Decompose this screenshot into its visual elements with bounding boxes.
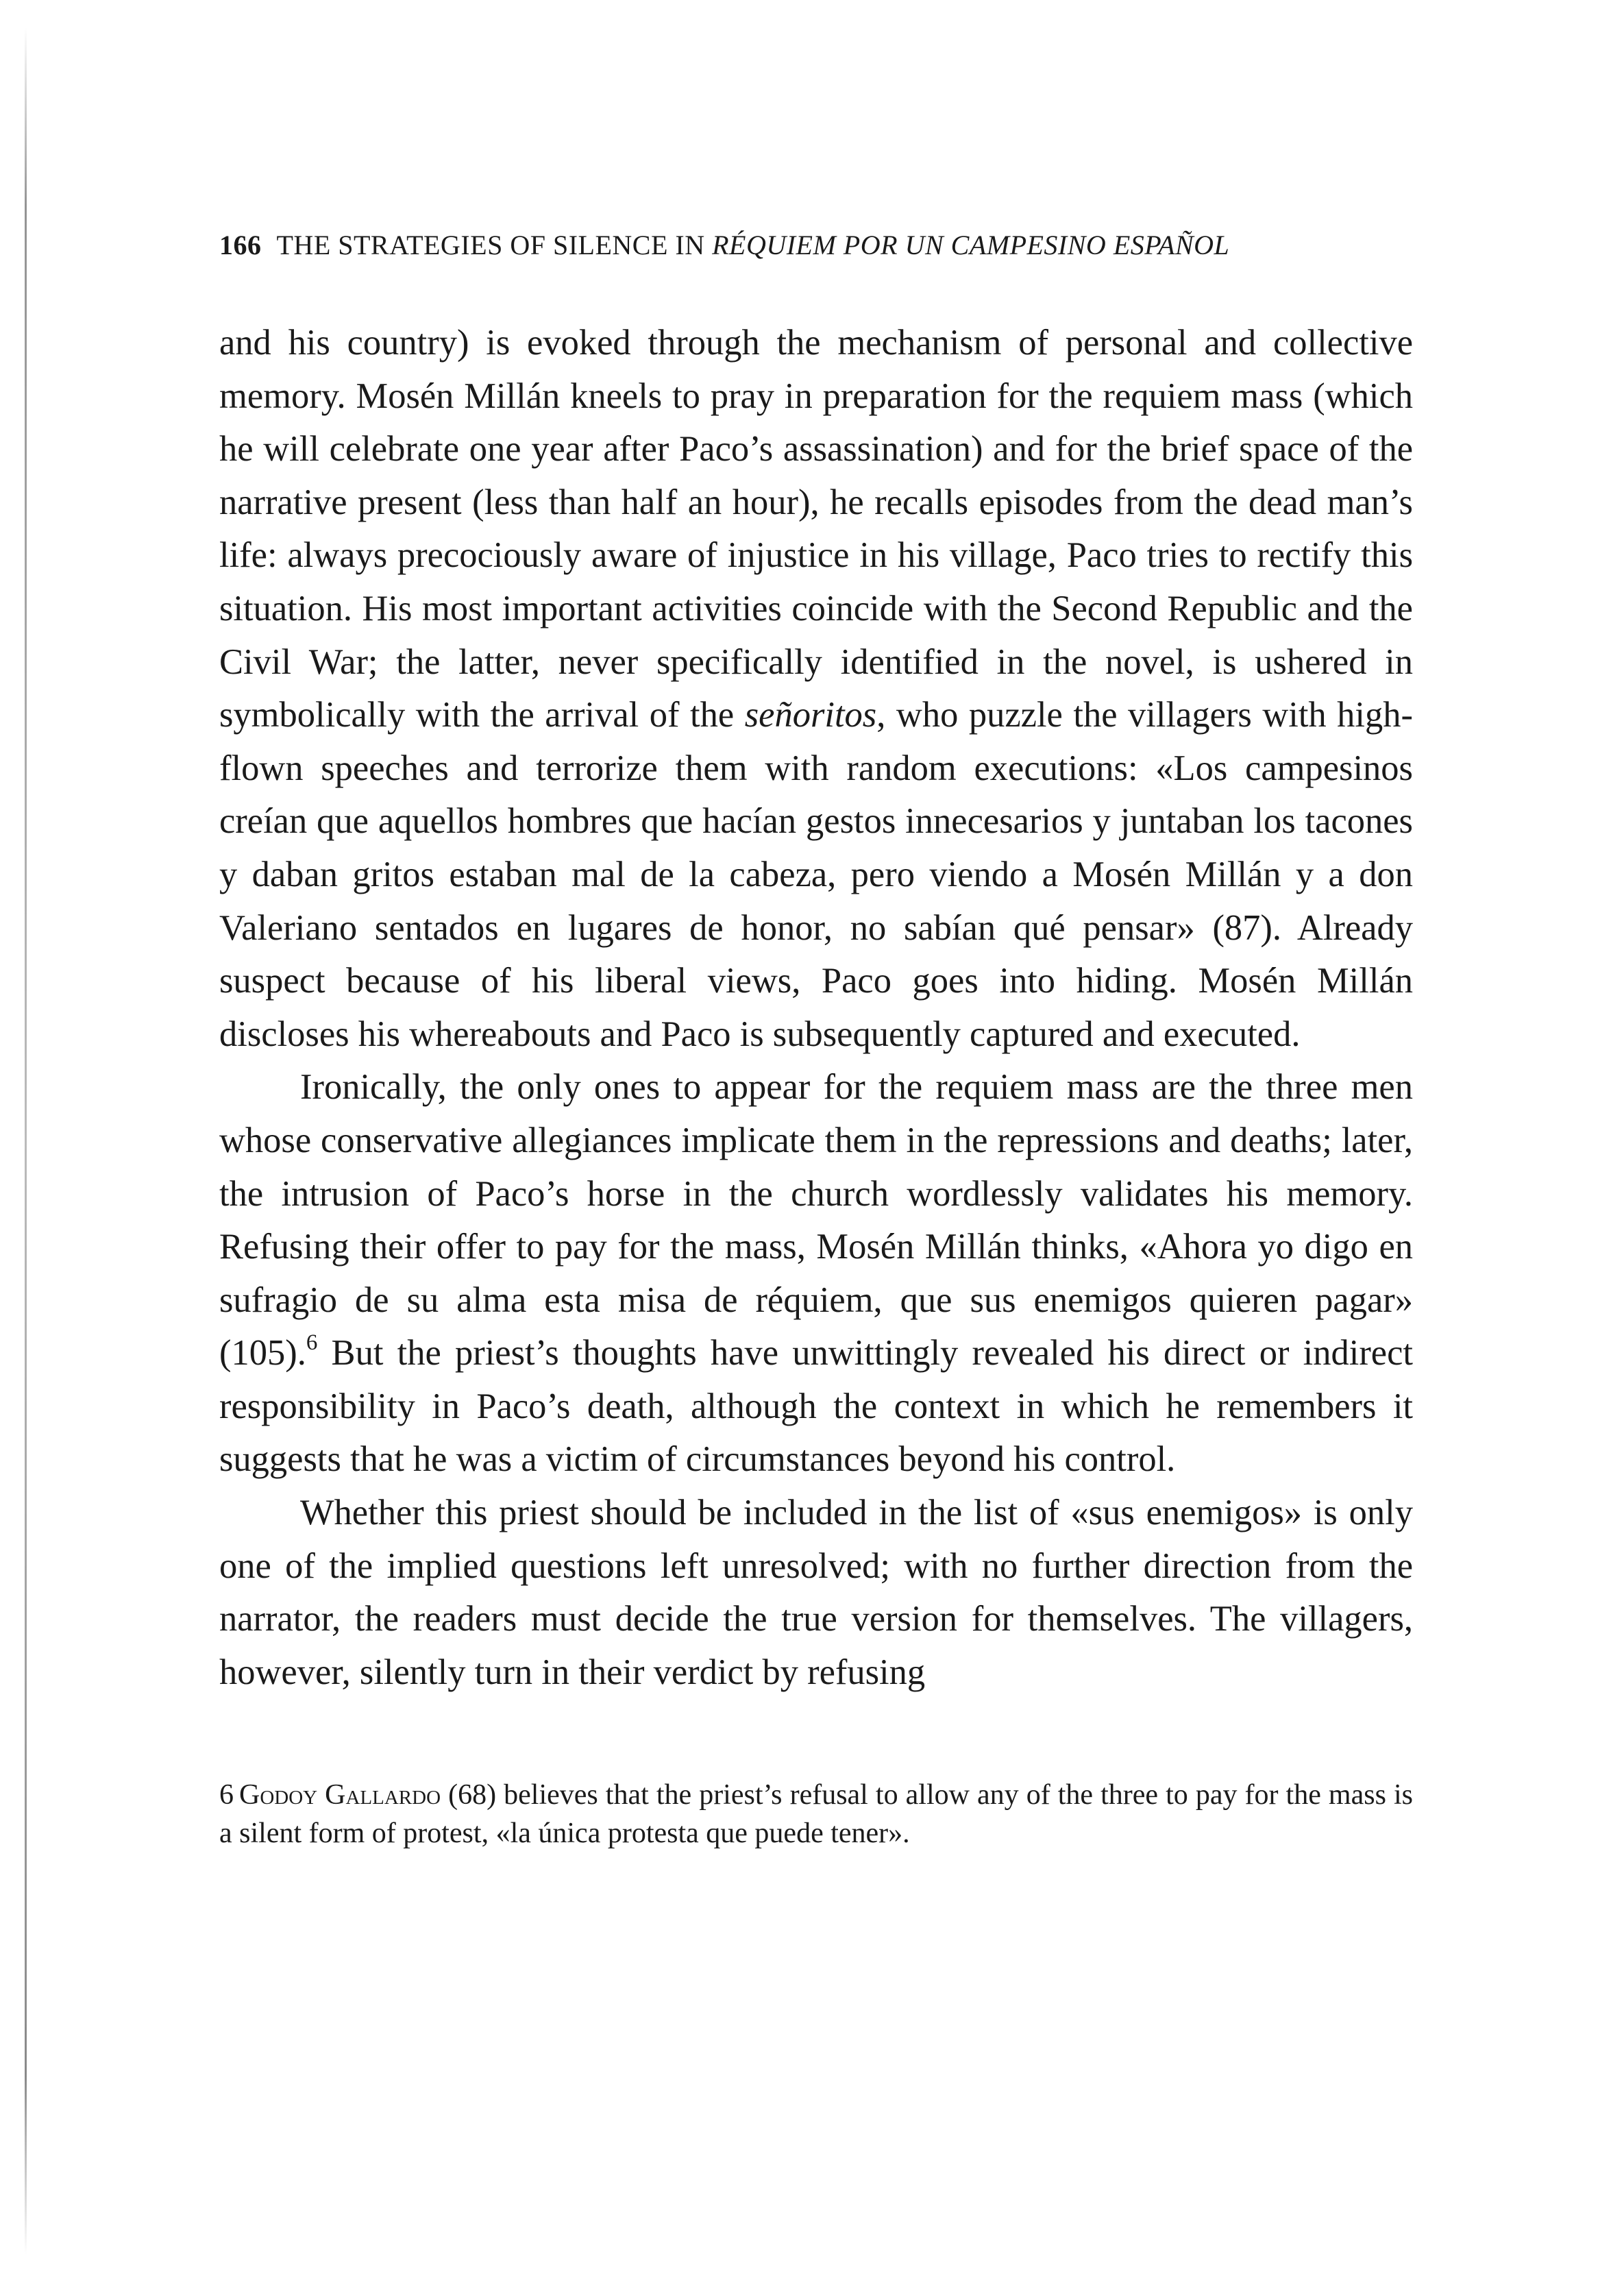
paragraph-3: Whether this priest should be included in the list of «sus enemigos» is only one of the implied questions left unresolved; with no further direction from the narrator, the readers must decide the true version for themselves. The villagers, however, silently turn in their verdict by refusing bbox=[219, 1493, 1413, 1692]
paragraph-1 bbox=[219, 317, 1413, 1061]
running-head-title: THE STRATEGIES OF SILENCE IN bbox=[276, 230, 705, 260]
footnote-marker: 6 bbox=[219, 1779, 234, 1811]
book-page bbox=[219, 226, 1413, 1853]
italic-term-senoritos: señoritos bbox=[744, 695, 877, 735]
body-text bbox=[219, 317, 1413, 1699]
paragraph-1-part-b: , who puzzle the villagers with high-flown speeches and terrorize them with random executions: «Los campesinos creían que aquellos hombres que hacían gestos innecesarios y juntaban los tacones y daban gritos estaban mal de la cabeza, pero viendo a Mosén Millán y a don Valeriano sentados en lugares de honor, no sabían qué pensar» (87). Already suspect because of his liberal views, Paco goes into hiding. Mosén Millán discloses his whereabouts and Paco is subsequently captured and executed. bbox=[219, 695, 1413, 1054]
footnote-reference[interactable]: 6 bbox=[306, 1330, 318, 1356]
page-number: 166 bbox=[219, 230, 262, 260]
footnote-text: (68) believes that the priest’s refusal to allow any of the three to pay for the mass is a silent form of protest, «la única protesta que puede tener». bbox=[219, 1779, 1413, 1850]
footnote bbox=[219, 1776, 1413, 1853]
footnote-author: Godoy Gallardo bbox=[239, 1779, 441, 1811]
running-head bbox=[219, 226, 1413, 265]
paragraph-2 bbox=[219, 1061, 1413, 1487]
paragraph-2-part-a: Ironically, the only ones to appear for the requiem mass are the three men whose conservative allegiances implicate them in the repressions and deaths; later, the intrusion of Paco’s horse in the church wordlessly validates his memory. Refusing their offer to pay for the mass, Mosén Millán thinks, «Ahora yo digo en sufragio de su alma esta misa de réquiem, que sus enemigos quieren pagar» (105). bbox=[219, 1067, 1413, 1373]
running-head-italic-title: RÉQUIEM POR UN CAMPESINO ESPAÑOL bbox=[712, 230, 1230, 260]
paragraph-2-part-b: But the priest’s thoughts have unwittingly revealed his direct or indirect responsibility in Paco’s death, although the context in which he remembers it suggests that he was a victim of circumstances beyond his control. bbox=[219, 1333, 1413, 1480]
scan-edge bbox=[25, 27, 27, 2255]
paragraph-1-part-a: and his country) is evoked through the mechanism of personal and collective memory. Mosén Millán kneels to pray in preparation for the requiem mass (which he will celebrate one year after Paco’s assassination) and for the brief space of the narrative present (less than half an hour), he recalls episodes from the dead man’s life: always precociously aware of injustice in his village, Paco tries to rectify this situation. His most important activities coincide with the Second Republic and the Civil War; the latter, never specifically identified in the novel, is ushered in symbolically with the arrival of the bbox=[219, 323, 1413, 735]
